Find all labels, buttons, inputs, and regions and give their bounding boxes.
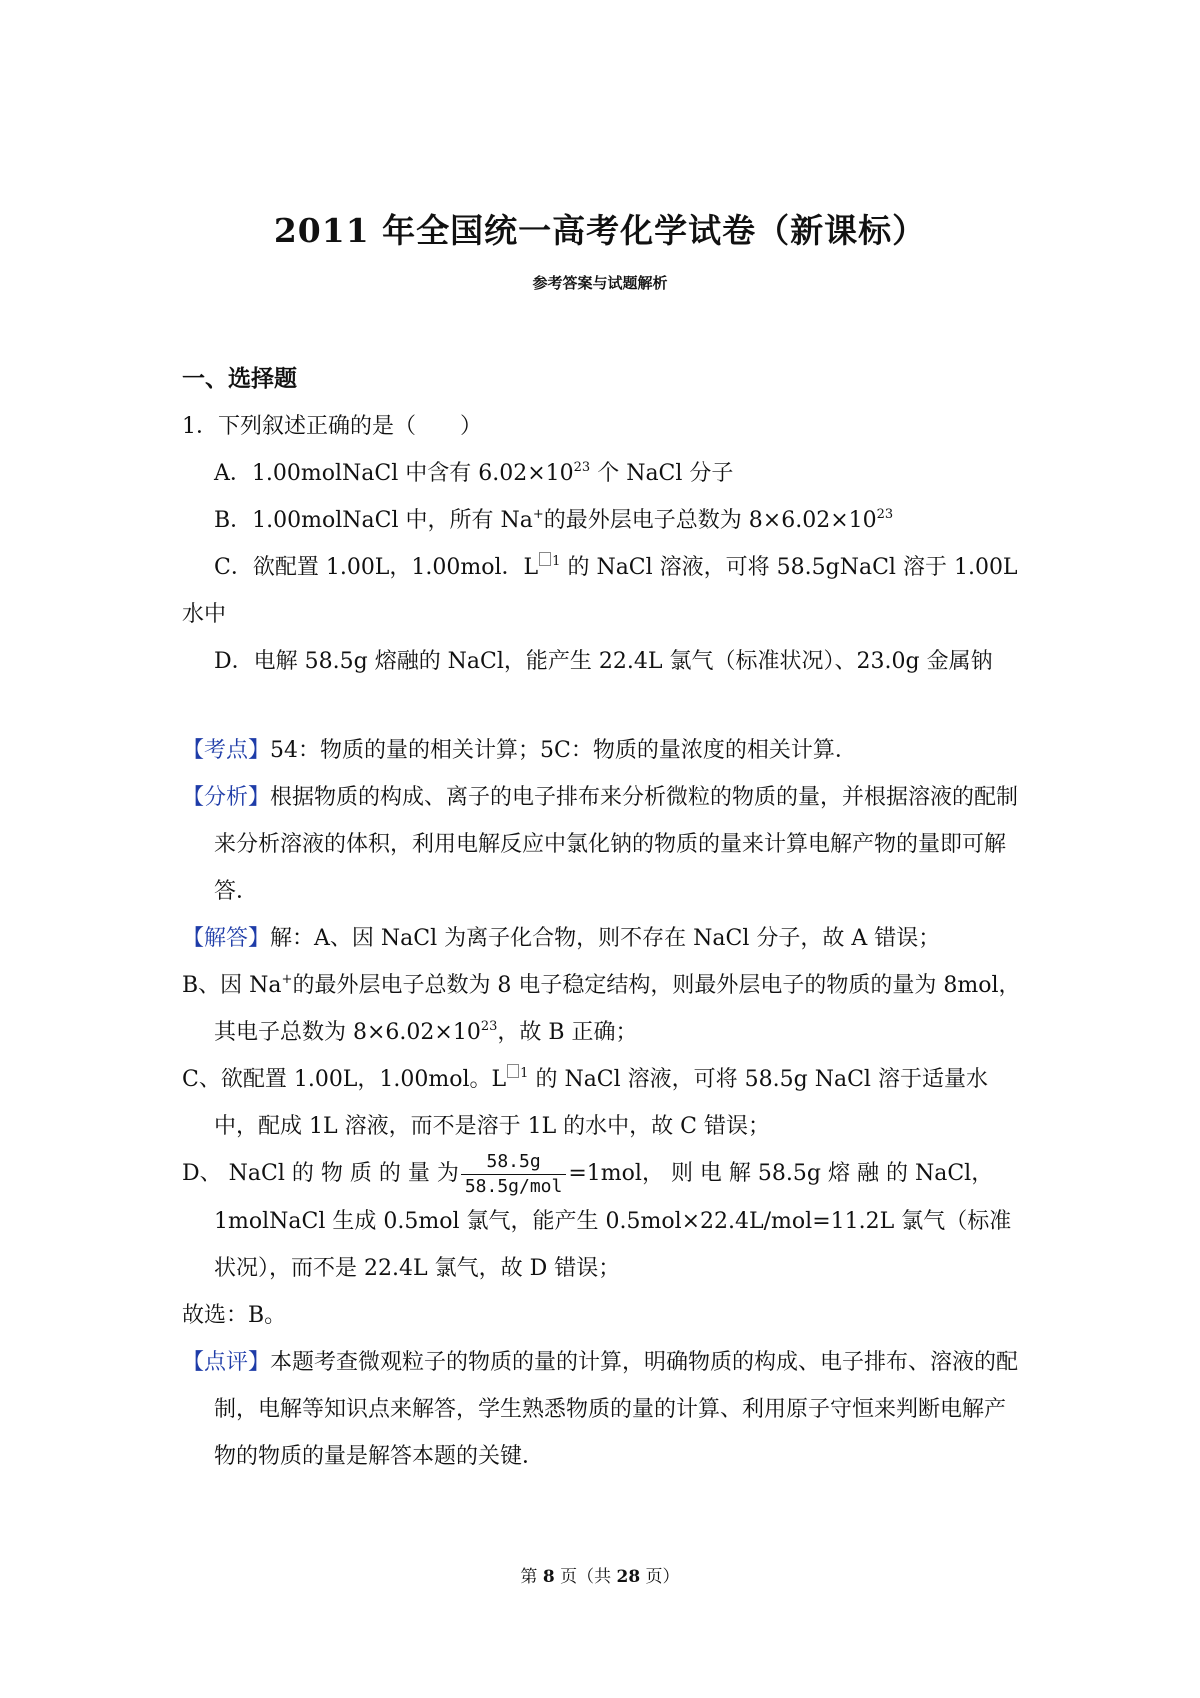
missing-glyph-icon — [507, 1064, 519, 1078]
section-title: 一、选择题 — [182, 365, 297, 392]
missing-glyph-icon — [539, 552, 551, 566]
final-answer: 故选：B。 — [182, 1302, 287, 1328]
document-body — [182, 355, 1022, 1480]
option-c-continued: 水中 — [182, 602, 227, 627]
fenxi-note: 【分析】根据物质的构成、离子的电子排布来分析微粒的物质的量，并根据溶液的配制来分析溶液的体积，利用电解反应中氯化钠的物质的量来计算电解产物的量即可解答． — [182, 785, 1019, 904]
option-a: A．1.00molNaCl 中含有 $6.02\times 10^{23}$ 个 NaCl 分子 — [214, 460, 734, 486]
fraction: $\frac{58.5g}{\text{58.5g/mol}}$ — [461, 1151, 567, 1198]
option-b: B．1.00molNaCl 中，所有 Na+的最外层电子总数为 $8\times 6.02\times 10^{23}$ — [214, 507, 894, 533]
page-subtitle: 参考答案与试题解析 — [532, 274, 668, 292]
spacer — [182, 685, 1022, 727]
question-stem: 1．下列叙述正确的是（ ） — [182, 414, 482, 439]
solution-c: C、欲配置 1.00L，1.00mol。L $^1$ 的 NaCl 溶液，可将 58.5g NaCl 溶于适量水中，配成 1L 溶液，而不是溶于 1L 的水中，故 C 错误； — [182, 1066, 988, 1139]
kaodian-note: 【考点】54：物质的量的相关计算；5C：物质的量浓度的相关计算． — [182, 738, 857, 763]
page-title: 2011 年全国统一高考化学试卷（新课标） — [273, 211, 927, 250]
jieda-note: 【解答】解：A、因 NaCl 为离子化合物，则不存在 NaCl 分子，故 A 错误； — [182, 926, 941, 951]
page-total: 28 — [616, 1567, 641, 1587]
dianping-note: 【点评】本题考查微观粒子的物质的量的计算，明确物质的构成、电子排布、溶液的配制，电解等知识点来解答，学生熟悉物质的量的计算、利用原子守恒来判断电解产物的物质的量是解答本题的关键． — [182, 1349, 1019, 1469]
solution-b: B、因 Na+的最外层电子总数为 8 电子稳定结构，则最外层电子的物质的量为 8mol，其电子总数为 $8\times 6.02\times 10^{23}$，故 B 正确； — [182, 972, 1021, 1045]
option-d: D．电解 58.5g 熔融的 NaCl，能产生 22.4L 氯气（标准状况）、23.0g 金属钠 — [214, 649, 993, 674]
option-c: C．欲配置 1.00L，1.00mol．L $^1$ 的 NaCl 溶液，可将 58.5gNaCl 溶于 1.00L — [214, 554, 1018, 580]
page-footer: 第 8 页（共 28 页） — [520, 1567, 680, 1587]
page-number: 8 — [542, 1567, 555, 1587]
solution-d: D、 NaCl 的 物 质 的 量 为 $\frac{58.5g}{\text{58.5g/mol}}$ =1mol， 则 电 解 58.5g 熔 融 的 NaCl，1molNaCl 生成 0.5mol 氯气，能产生 0.5mol×22.4L/mol=11.2L 氯气（标准状况），而不是 22.4L 氯气，故 D 错误； — [182, 1150, 1012, 1281]
